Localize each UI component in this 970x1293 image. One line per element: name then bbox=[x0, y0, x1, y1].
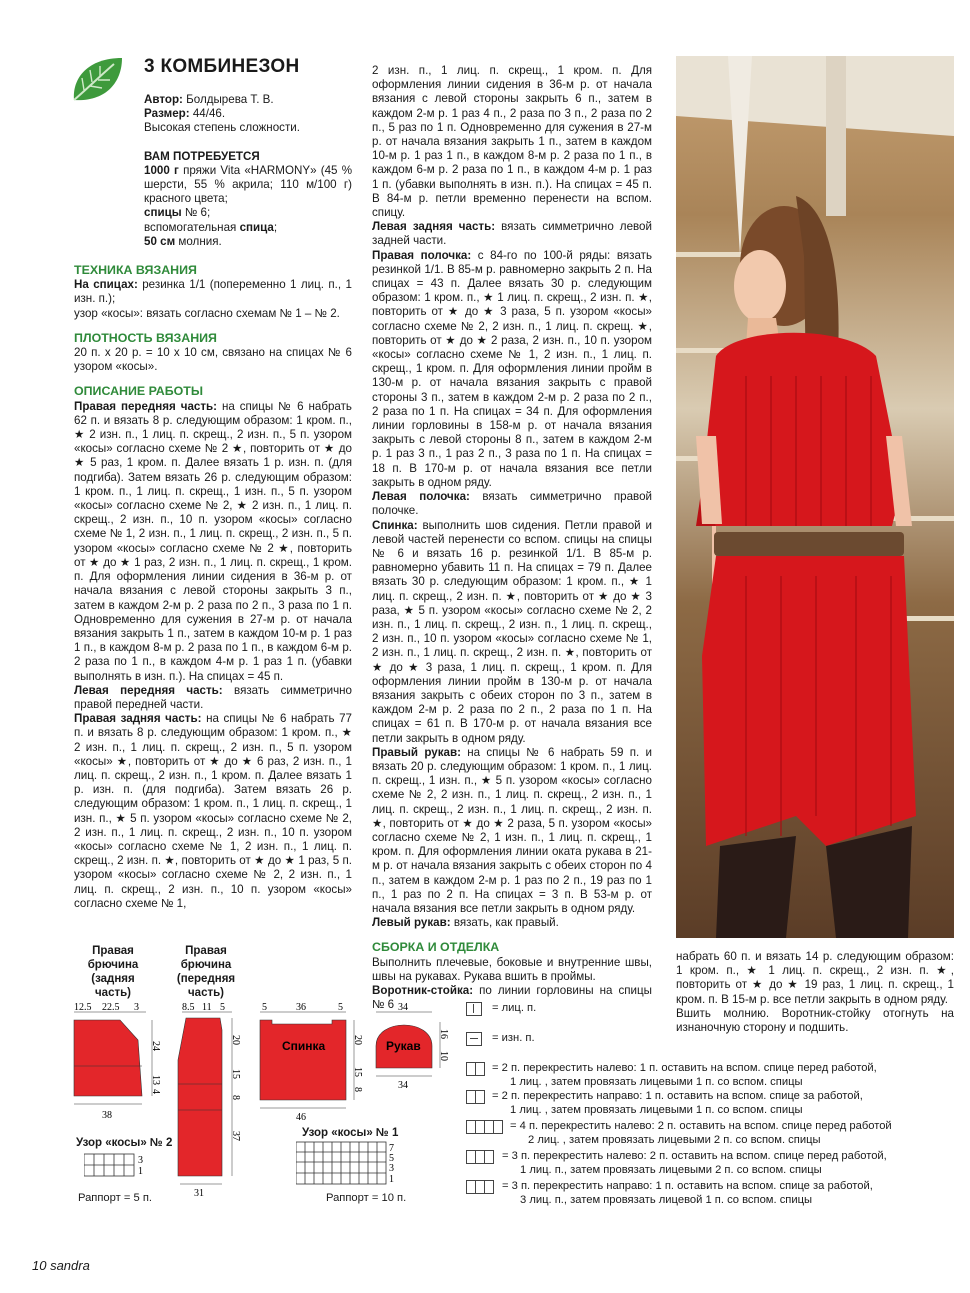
aux-bold: спица bbox=[239, 220, 274, 234]
pattern1-row-7: 7 bbox=[389, 1143, 394, 1154]
section-left-sleeve-label: Левый рукав: bbox=[372, 916, 451, 930]
section-left-front-label: Левая передняя часть: bbox=[74, 683, 223, 697]
section-right-shelf-text: с 84-го по 100-й ряды: вязать резинкой 1/1. В 85-м р. равномерно закрыть 2 п. На спицах = 43 п. Далее вязать 30 р. следующим образом: 1 кром. п., ★ 1 лиц. п. скрещ., 2 изн. п. ★, повторить от ★ до ★ 3 раза, 5 п. узором «косы» согласно схеме № 2, 2 изн. п., 1 лиц. п. скрещ. ★, повторить от ★ до ★ 2 раза, 2 изн. п., 10 п. узором «косы» согласно схеме № 1, 2 изн. п., 1 лиц. п. скрещ., 1 кром. п. Для оформления линии пройм в 130-м р. от начала вязания закрыть с правой стороны 3 п., затем в каждом 2-м р. 2 раза по 2 п., 2 раза по 1 п. На спицах = 34 п. Для оформления линии горловины в 158-м р. от начала вязания закрыть с левой стороны 8 п., затем в каждом 2-м р. 1 раз 3 п., 1 раз 2 п., 3 раза по 1 п. На спицах = 18 п. В 170-м р. от начала вязания все петли закрыть в одном ряду. bbox=[372, 248, 652, 489]
yarn-amount: 1000 г bbox=[144, 163, 179, 177]
materials-heading: ВАМ ПОТРЕБУЕТСЯ bbox=[144, 149, 260, 163]
pattern1-row-1: 1 bbox=[389, 1174, 394, 1185]
technique-line1: резинка 1/1 (попеременно 1 лиц. п., 1 изн. п.); bbox=[74, 278, 352, 306]
section-left-shelf-text: вязать симметрично правой полочке. bbox=[372, 490, 652, 518]
back-dim-r1: 20 bbox=[352, 1035, 363, 1045]
zip-bold: 50 см bbox=[144, 234, 176, 248]
model-photo bbox=[676, 56, 954, 938]
section-left-front-text: вязать симметрично правой передней части. bbox=[74, 683, 352, 711]
leg-front-dim-r2: 15 bbox=[230, 1069, 241, 1079]
legend-cross-2-left-line1: = 2 п. перекрестить налево: 1 п. оставить на вспом. спице перед работой, bbox=[492, 1062, 877, 1074]
pattern1-row-3: 3 bbox=[389, 1163, 394, 1174]
legend-cross-2-left bbox=[492, 1061, 877, 1089]
pattern2-repeat: Раппорт = 5 п. bbox=[78, 1192, 152, 1204]
leg-back-dim-t2: 22.5 bbox=[102, 1002, 120, 1013]
section-right-shelf-label: Правая полочка: bbox=[372, 248, 472, 262]
difficulty: Высокая степень сложности. bbox=[144, 121, 300, 135]
legend-cross-2-right-line1: = 2 п. перекрестить направо: 1 п. оставить на вспом. спице за работой, bbox=[492, 1090, 863, 1102]
legend-cross-3-left-line2: 1 лиц. п., затем провязать лицевыми 2 п. со вспом. спицы bbox=[520, 1164, 822, 1176]
leg-front-dim-t2: 11 bbox=[202, 1002, 212, 1013]
section-back-text: выполнить шов сидения. Петли правой и левой частей перенести со вспом. спицы на спицы № 6 и вязать 16 р. резинкой 1/1. В 85-м р. равномерно убавить 11 п. На спицах = 79 п. Далее вязать 30 р. следующим образом: 1 кром. п., ★ 1 лиц. п. скрещ., 2 изн. п. ★, повторить от ★ до ★ 3 раза, ★ 5 п. узором «косы» согласно схеме № 2, 2 изн. п., 1 лиц. п. скрещ., 2 изн. п., 1 лиц. п. скрещ., 2 изн. п., 10 п. узором «косы» согласно схеме № 1, 2 изн. п., 1 лиц. п. скрещ., 2 изн. п. ★, повторить от ★ до ★ 3 раза, 1 лиц. п. скрещ., 1 кром. п. Для оформления линии пройм в 130-м р. от начала вязания закрыть с обеих сторон по 3 п., затем в каждом 2-м р. 2 раза по 2 п., 2 раза по 1 п. На спицах = 61 п. В 170-м р. от начала вязания все петли закрыть в одном ряду. bbox=[372, 518, 652, 745]
legend-cross-3-left bbox=[502, 1149, 887, 1177]
leg-back-piece bbox=[74, 1020, 142, 1096]
back-piece-label: Спинка bbox=[282, 1039, 326, 1053]
technique-line2: узор «косы»: вязать согласно схемам № 1 – № 2. bbox=[74, 306, 340, 320]
collar-label: Воротник-стойка: bbox=[372, 984, 474, 997]
sleeve-dim-r2: 10 bbox=[438, 1051, 449, 1061]
cross-4-left-symbol bbox=[466, 1120, 503, 1134]
left-column bbox=[74, 93, 352, 911]
back-dim-b: 46 bbox=[296, 1112, 306, 1123]
legend-cross-2-left-line2: 1 лиц. , затем провязать лицевыми 1 п. со вспом. спицы bbox=[510, 1076, 803, 1088]
pattern2-chart bbox=[84, 1152, 154, 1178]
aux-text: вспомогательная bbox=[144, 220, 237, 234]
zip-text: молния. bbox=[178, 234, 222, 248]
author-value: Болдырева Т. В. bbox=[186, 93, 274, 106]
leg-front-dim-t3: 5 bbox=[220, 1002, 225, 1013]
size-value: 44/46. bbox=[192, 107, 226, 121]
back-piece bbox=[260, 1020, 346, 1100]
leg-front-dim-r1: 20 bbox=[230, 1035, 241, 1045]
assembly-text: Выполнить плечевые, боковые и внутренние швы, швы на рукавах. Рукава вшить в проймы. bbox=[372, 955, 652, 983]
back-dim-r2: 15 bbox=[352, 1067, 363, 1077]
back-dim-t1: 5 bbox=[262, 1002, 267, 1013]
description-heading: ОПИСАНИЕ РАБОТЫ bbox=[74, 384, 203, 399]
section-left-shelf-label: Левая полочка: bbox=[372, 490, 470, 504]
needles-label: спицы bbox=[144, 206, 182, 220]
legend-cross-4-left-line1: = 4 п. перекрестить налево: 2 п. оставить на вспом. спице перед работой bbox=[510, 1120, 892, 1132]
size-label: Размер: bbox=[144, 107, 190, 121]
section-right-sleeve-text: на спицы № 6 набрать 59 п. и вязать 20 р. следующим образом: 1 кром. п., 1 лиц. п. скрещ., 1 изн. п., ★ 5 п. узором «косы» согласно схеме № 2, 2 изн. п., 1 лиц. п. скрещ., 2 изн. п., 1 лиц. п. скрещ., 2 изн. п., 1 лиц. п. скрещ., 2 изн. п. ★, повторить от ★ до ★ 2 раза, 5 п. узором «косы» согласно схеме № 2, 1 изн. п., 1 лиц. п. скрещ., 1 кром. п. Для оформления линии оката рукава в 21-м р. от начала вязания закрыть с обеих сторон по 4 п., затем в каждом 2-м р. 1 раз по 2 п., 19 раз по 1 п., 1 раз по 2 п. На спицах = 3 п. В 53-м р. от начала вязания все петли закрыть в одном ряду. bbox=[372, 745, 652, 915]
zipper-text: Вшить молнию. Воротник-стойку отогнуть на изнаночную сторону и подшить. bbox=[676, 1006, 954, 1035]
needles-text: № 6; bbox=[184, 206, 211, 220]
leg-back-dim-t3: 3 bbox=[134, 1002, 139, 1013]
legend-cross-3-right-line1: = 3 п. перекрестить направо: 1 п. оставить на вспом. спице за работой, bbox=[502, 1180, 873, 1192]
page-title: 3 КОМБИНЕЗОН bbox=[144, 56, 300, 77]
legend-knit: = лиц. п. bbox=[492, 1002, 537, 1014]
leg-front-label: Правая брючина (передняя часть) bbox=[176, 945, 236, 999]
assembly-heading: СБОРКА И ОТДЕЛКА bbox=[372, 940, 500, 955]
collar-text: по линии горловины на спицы № 6 bbox=[372, 984, 652, 1012]
legend-cross-4-left-line2: 2 лиц. , затем провязать лицевыми 2 п. со вспом. спицы bbox=[528, 1134, 821, 1146]
leg-front-piece bbox=[178, 1018, 222, 1176]
back-dim-r3: 8 bbox=[352, 1087, 363, 1092]
sleeve-piece-label: Рукав bbox=[386, 1039, 421, 1053]
legend-cross-3-right-line2: 3 лиц. п., затем провязать лицевой 1 п. со вспом. спицы bbox=[520, 1194, 813, 1206]
section-left-sleeve-text: вязать, как правый. bbox=[453, 916, 559, 930]
cross-3-left-symbol bbox=[466, 1150, 494, 1164]
section-back-label: Спинка: bbox=[372, 518, 418, 532]
cross-2-right-symbol bbox=[466, 1090, 485, 1104]
pattern2-row-1: 1 bbox=[138, 1166, 143, 1177]
legend-cross-3-left-line1: = 3 п. перекрестить налево: 2 п. оставить на вспом. спице перед работой, bbox=[502, 1150, 887, 1162]
legend-cross-2-right bbox=[492, 1089, 863, 1117]
yarn-text: пряжи Vita «HARMONY» (45 % шерсти, 55 % акрила; 110 м/100 г) красного цвета; bbox=[144, 163, 352, 206]
section-right-back-text-b: 2 изн. п., 1 лиц. п. скрещ., 1 кром. п. Для оформления линии сидения в 36-м р. от начала вязания с левой стороны закрыть 6 п., затем в каждом 2-м р. 1 раз 4 п., 2 раза по 3 п., 2 раза по 2 п., 5 раз по 1 п. Одновременно для сужения в 27-м р. от начала вязания закрыть 1 п., затем в каждом 10-м р. 1 раз 1 п., в каждом 8-м р. 2 раза по 1 п., в каждом 6-м р. 2 раза по 1 п., в каждом 4-м р. 1 раз 1 п. (убавки выполнять в изн. п.). На спицах = 45 п. В 84-м р. петли временно перенести на вспом. спицу. bbox=[372, 64, 652, 220]
leg-back-dim-r3: 4 bbox=[150, 1089, 161, 1094]
leg-front-dim-t1: 8.5 bbox=[182, 1002, 195, 1013]
knit-symbol bbox=[466, 1002, 482, 1016]
legend-cross-2-right-line2: 1 лиц. , затем провязать лицевыми 1 п. со вспом. спицы bbox=[510, 1104, 803, 1116]
section-right-sleeve-label: Правый рукав: bbox=[372, 745, 461, 759]
pattern1-chart bbox=[296, 1140, 396, 1186]
section-right-front-text: на спицы № 6 набрать 62 п. и вязать 8 р. следующим образом: 1 кром. п., ★ 2 изн. п., 1 лиц. п. скрещ., 2 изн. п., 5 п. узором «косы» согласно схеме № 2 ★, повторить от ★ до ★ 5 раз, 1 кром. п. Далее вязать 1 р. изн. п. (для подгиба). Затем вязать 26 р. следующим образом: 1 кром. п., 1 лиц. п. скрещ., 1 изн. п., 5 п. узором «косы» согласно схеме № 2, ★ 2 изн. п., 1 лиц. п. скрещ., 2 изн. п., 10 п. узором «косы» согласно схеме № 1, 2 изн. п., 1 лиц. п. скрещ., 2 изн. п., 5 п. узором «косы» согласно схеме № 2 ★, повторить от ★ до ★ 1 раз, 2 изн. п., 1 лиц. п. скрещ., 1 кром. п. Для оформления линии сидения в 36-м р. от начала вязания с левой стороны закрыть 3 п., затем в каждом 2-м р. 2 раза по 2 п., 3 раза по 1 п. Одновременно для сужения в 27-м р. от начала вязания закрыть 1 п., затем в каждом 10-м р. 1 раз 1 п., в каждом 8-м р. 2 раза по 1 п., в каждом 6-м р. 2 раза по 1 п., в каждом 4-м р. 1 раз 1 п. (убавки выполнять в изн. п.). На спицах = 45 п. bbox=[74, 399, 352, 683]
section-right-back-label: Правая задняя часть: bbox=[74, 712, 202, 726]
sleeve-dim-r1: 16 bbox=[438, 1029, 449, 1039]
legend-cross-3-right bbox=[502, 1179, 873, 1207]
technique-heading: ТЕХНИКА ВЯЗАНИЯ bbox=[74, 263, 197, 278]
cross-2-left-symbol bbox=[466, 1062, 485, 1076]
section-left-back-label: Левая задняя часть: bbox=[372, 220, 496, 234]
pattern1-row-5: 5 bbox=[389, 1153, 394, 1164]
legend-cross-4-left bbox=[510, 1119, 892, 1147]
section-right-back-text-a: на спицы № 6 набрать 77 п. и вязать 8 р. следующим образом: 1 кром. п., ★ 2 изн. п., 1 лиц. п. скрещ., 2 изн. п., 5 п. узором «косы» ★, повторить от ★ до ★ 6 раз, 2 изн. п., 1 лиц. п. скрещ., 2 изн. п., 1 кром. п. Далее вязать 1 р. изн. п. (для подгиба). Затем вязать 26 р. следующим образом: 1 кром. п., 1 лиц. п. скрещ., 1 изн. п., ★ 5 п. узором «косы» согласно схеме № 2, 2 изн. п., 1 лиц. п. скрещ., 2 изн. п., 10 п. узором «косы» согласно схеме № 1, 2 изн. п., 1 лиц. п. скрещ., 2 изн. п. ★, повторить от ★ до ★ 1 раз, 5 п. узором «косы» согласно схеме № 2, 2 изн. п., 1 лиц. п. скрещ., 2 изн. п., 10 п. узором «косы» согласно схеме № 1, bbox=[74, 712, 352, 910]
leg-back-label: Правая брючина (задняя часть) bbox=[87, 945, 139, 999]
density-text: 20 п. х 20 р. = 10 х 10 см, связано на спицах № 6 узором «косы». bbox=[74, 346, 352, 374]
sleeve-dim-t: 34 bbox=[398, 1002, 408, 1013]
aux-end: ; bbox=[273, 220, 278, 234]
purl-symbol bbox=[466, 1032, 482, 1046]
leg-back-dim-b: 38 bbox=[102, 1110, 112, 1121]
cross-3-right-symbol bbox=[466, 1180, 494, 1194]
collar-text-continued: набрать 60 п. и вязать 14 р. следующим образом: 1 кром. п., ★ 1 лиц. п. скрещ., 2 изн. п. ★, повторить от ★ до ★ 19 раз, 1 лиц. п. скрещ., 1 кром. п. В 15-м р. все петли закрыть в одном ряду. bbox=[676, 950, 954, 1006]
density-heading: ПЛОТНОСТЬ ВЯЗАНИЯ bbox=[74, 330, 217, 345]
back-dim-t3: 5 bbox=[338, 1002, 343, 1013]
leg-front-dim-r4: 37 bbox=[230, 1131, 241, 1141]
technique-label: На спицах: bbox=[74, 278, 138, 292]
sleeve-dim-b: 34 bbox=[398, 1080, 408, 1091]
pattern2-label: Узор «косы» № 2 bbox=[76, 1137, 173, 1149]
page-footer: 10 sandra bbox=[32, 1258, 90, 1273]
section-left-back-text: вязать симметрично левой задней части. bbox=[372, 220, 652, 248]
leg-front-dim-r3: 8 bbox=[230, 1095, 241, 1100]
author-label: Автор: bbox=[144, 93, 183, 106]
leg-back-dim-r2: 13 bbox=[150, 1075, 161, 1085]
middle-column bbox=[372, 64, 652, 1012]
pattern1-repeat: Раппорт = 10 п. bbox=[326, 1192, 407, 1204]
legend bbox=[466, 1000, 946, 1220]
leg-front-dim-b: 31 bbox=[194, 1188, 204, 1199]
pattern2-row-3: 3 bbox=[138, 1155, 143, 1166]
leg-back-dim-t1: 12.5 bbox=[74, 1002, 92, 1013]
pattern1-label: Узор «косы» № 1 bbox=[302, 1127, 399, 1139]
back-dim-t2: 36 bbox=[296, 1002, 306, 1013]
section-right-front-label: Правая передняя часть: bbox=[74, 399, 218, 413]
legend-purl: = изн. п. bbox=[492, 1032, 535, 1044]
leg-back-dim-r1: 24 bbox=[150, 1041, 161, 1051]
